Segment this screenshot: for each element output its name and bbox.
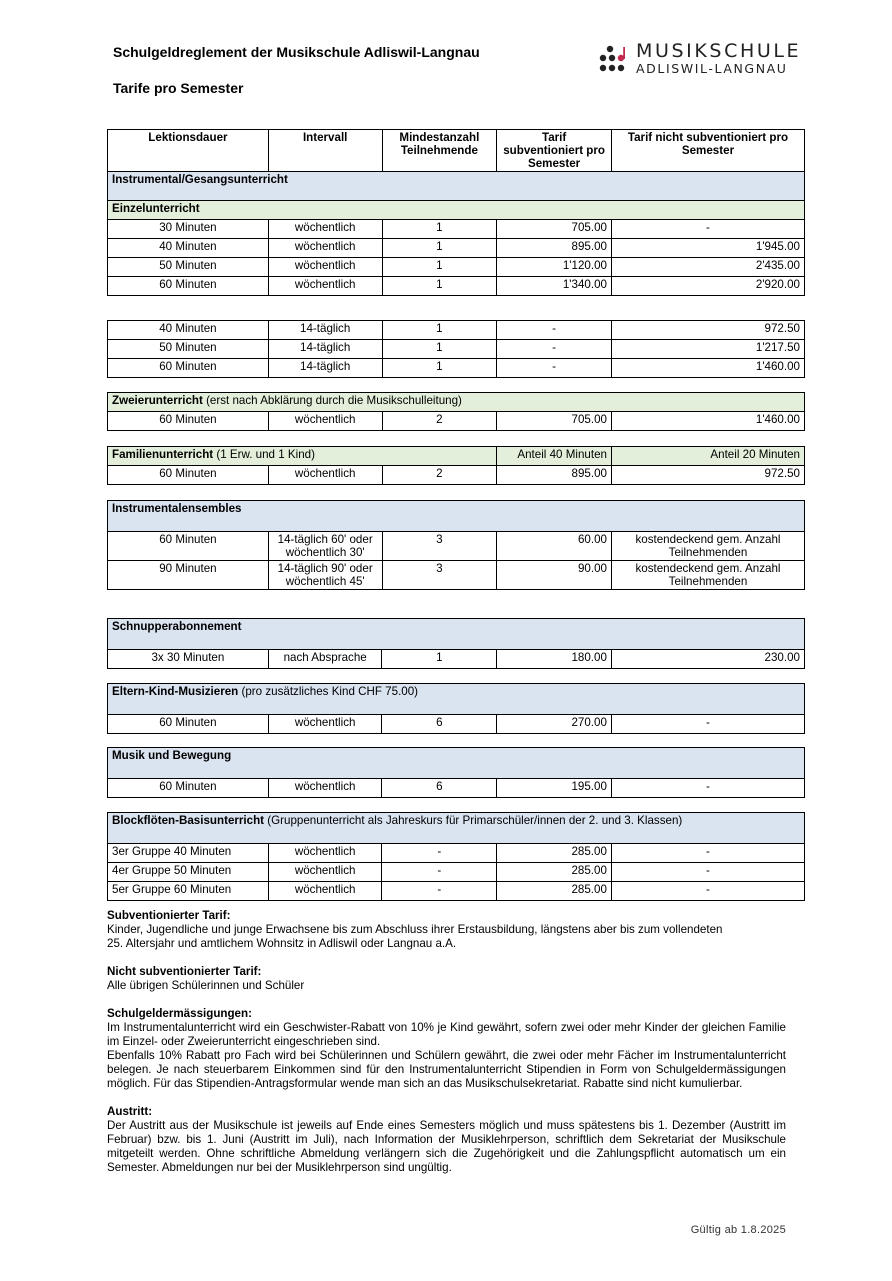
note-text: Der Austritt aus der Musikschule ist jeweils auf Ende eines Semesters möglich und muss spätestens bis 1. Dezember (Austritt im Februar) bzw. bis 1. Juni (Austritt im Juli), nach Information der Musiklehrperson, schriftlich dem Sekretariat der Musikschule mitgeteilt werden. Ohne schriftliche Abmeldung verlängern sich die Zugehörigkeit und die Zahlungspflicht automatisch um ein Semester. Abmeldungen nur bei der Musiklehrperson sind ungültig. (107, 1119, 786, 1174)
section-row (108, 813, 805, 844)
note-text: Ebenfalls 10% Rabatt pro Fach wird bei Schülerinnen und Schülern gewährt, die zwei oder mehr Fächer im Instrumentalunterricht belegen. Je nach steuerbarem Einkommen sind für den Instrumentalunterricht Stipendien in Form von Schulgeldermässigungen möglich. Für das Stipendien-Antragsformular wende man sich an das Musikschulsekretariat. Rabatte sind nicht kumulierbar. (107, 1049, 786, 1090)
tariff-table-schnupper (107, 618, 805, 669)
cell-intervall: 14-täglich 90' oder wöchentlich 45' (268, 561, 382, 590)
cell-sub: 1'120.00 (497, 258, 612, 277)
cell-min: - (382, 882, 497, 901)
cell-nonsub: 1'460.00 (611, 412, 804, 431)
cell-min: 1 (382, 321, 497, 340)
cell-sub: 195.00 (497, 779, 612, 798)
note-nicht-subventioniert (107, 965, 786, 993)
cell-dauer: 90 Minuten (108, 561, 269, 590)
col-header-min: Mindestanzahl Teilnehmende (382, 130, 497, 172)
cell-sub: - (497, 340, 612, 359)
section-note: (Gruppenunterricht als Jahreskurs für Primarschüler/innen der 2. und 3. Klassen) (264, 814, 683, 827)
cell-intervall: wöchentlich (268, 882, 382, 901)
cell-dauer: 3er Gruppe 40 Minuten (108, 844, 269, 863)
section-title: Eltern-Kind-Musizieren (112, 685, 239, 698)
cell-min: 1 (382, 220, 497, 239)
cell-nonsub: - (611, 779, 804, 798)
table-row (108, 650, 805, 669)
cell-intervall: wöchentlich (268, 844, 382, 863)
cell-sub: 705.00 (497, 412, 612, 431)
cell-dauer: 50 Minuten (108, 258, 269, 277)
section-title: Familienunterricht (112, 448, 214, 461)
section-row (108, 501, 805, 532)
cell-nonsub: - (611, 882, 804, 901)
note-text: Im Instrumentalunterricht wird ein Geschwister-Rabatt von 10% je Kind gewährt, sofern zwei oder mehr Kinder der gleichen Familie im Einzel- oder Zweierunterricht eingeschrieben sind. (107, 1021, 786, 1048)
cell-intervall: wöchentlich (268, 779, 382, 798)
cell-dauer: 3x 30 Minuten (108, 650, 269, 669)
table-row (108, 220, 805, 239)
cell-intervall: wöchentlich (268, 277, 382, 296)
share-40-label: Anteil 40 Minuten (497, 447, 612, 466)
table-row (108, 321, 805, 340)
cell-min: 1 (382, 650, 497, 669)
cell-sub: 895.00 (497, 239, 612, 258)
cell-intervall: wöchentlich (268, 239, 382, 258)
cell-intervall: 14-täglich 60' oder wöchentlich 30' (268, 532, 382, 561)
logo-subline: ADLISWIL-LANGNAU (636, 61, 788, 76)
cell-dauer: 40 Minuten (108, 239, 269, 258)
tariff-table-instrumental (107, 129, 805, 296)
cell-dauer: 30 Minuten (108, 220, 269, 239)
cell-min: - (382, 844, 497, 863)
table-row (108, 779, 805, 798)
note-heading: Subventionierter Tarif: (107, 909, 231, 922)
section-title: Musik und Bewegung (108, 748, 805, 779)
cell-nonsub: kostendeckend gem. Anzahl Teilnehmenden (611, 532, 804, 561)
tariff-table-blockfloete (107, 812, 805, 901)
tariff-table-zweier (107, 392, 805, 431)
table-row (108, 258, 805, 277)
cell-nonsub: 1'945.00 (611, 239, 804, 258)
note-heading: Nicht subventionierter Tarif: (107, 965, 262, 978)
note-text: Alle übrigen Schülerinnen und Schüler (107, 979, 305, 992)
cell-dauer: 4er Gruppe 50 Minuten (108, 863, 269, 882)
cell-sub: - (497, 359, 612, 378)
cell-intervall: 14-täglich (268, 359, 382, 378)
section-note: (erst nach Abklärung durch die Musikschulleitung) (202, 394, 462, 407)
tariff-table-bewegung (107, 747, 805, 798)
cell-nonsub: 1'460.00 (611, 359, 804, 378)
cell-sub: 1'340.00 (497, 277, 612, 296)
tariff-table-ensembles (107, 500, 805, 590)
logo (598, 40, 802, 76)
table-row (108, 412, 805, 431)
page-title: Schulgeldreglement der Musikschule Adliswil-Langnau (113, 44, 480, 60)
logo-wordmark: MUSIKSCHULE (636, 40, 802, 62)
cell-sub: 270.00 (497, 715, 612, 734)
section-row (108, 172, 805, 201)
cell-sub: 895.00 (497, 466, 612, 485)
tariff-table-familie (107, 446, 805, 485)
col-header-dauer: Lektionsdauer (108, 130, 269, 172)
cell-sub: 60.00 (497, 532, 612, 561)
subsection-row (108, 201, 805, 220)
cell-sub: 705.00 (497, 220, 612, 239)
cell-dauer: 60 Minuten (108, 466, 269, 485)
section-note: (pro zusätzliches Kind CHF 75.00) (238, 685, 419, 698)
cell-nonsub: 1'217.50 (611, 340, 804, 359)
table-row (108, 863, 805, 882)
section-title: Zweierunterricht (112, 394, 203, 407)
cell-intervall: wöchentlich (268, 715, 382, 734)
cell-dauer: 60 Minuten (108, 359, 269, 378)
cell-nonsub: 230.00 (611, 650, 804, 669)
cell-dauer: 60 Minuten (108, 715, 269, 734)
cell-dauer: 50 Minuten (108, 340, 269, 359)
table-row (108, 561, 805, 590)
cell-dauer: 40 Minuten (108, 321, 269, 340)
cell-nonsub: - (611, 220, 804, 239)
cell-intervall: wöchentlich (268, 220, 382, 239)
cell-intervall: 14-täglich (268, 340, 382, 359)
cell-min: 2 (382, 466, 497, 485)
cell-min: 3 (382, 532, 497, 561)
note-austritt (107, 1105, 786, 1175)
cell-nonsub: - (611, 863, 804, 882)
section-title: Blockflöten-Basisunterricht (112, 814, 265, 827)
note-heading: Austritt: (107, 1105, 153, 1118)
table-row (108, 359, 805, 378)
tariff-table-elternkind (107, 683, 805, 734)
cell-intervall: wöchentlich (268, 412, 382, 431)
section-title: Instrumentalensembles (108, 501, 805, 532)
cell-min: 1 (382, 239, 497, 258)
section-row (108, 619, 805, 650)
section-title: Schnupperabonnement (108, 619, 805, 650)
cell-nonsub: 972.50 (611, 466, 804, 485)
section-row (108, 684, 805, 715)
page-subtitle: Tarife pro Semester (113, 80, 244, 96)
cell-nonsub: 972.50 (611, 321, 804, 340)
table-row (108, 844, 805, 863)
cell-dauer: 60 Minuten (108, 277, 269, 296)
validity-footer: Gültig ab 1.8.2025 (690, 1224, 786, 1236)
cell-nonsub: - (611, 715, 804, 734)
section-title: Instrumental/Gesangsunterricht (108, 172, 805, 201)
col-header-intervall: Intervall (268, 130, 382, 172)
cell-intervall: wöchentlich (268, 466, 382, 485)
note-text: Kinder, Jugendliche und junge Erwachsene bis zum Abschluss ihrer Erstausbildung, längstens aber bis zum vollendeten (107, 923, 723, 936)
table-row (108, 532, 805, 561)
table-row (108, 277, 805, 296)
cell-sub: 285.00 (497, 882, 612, 901)
subsection-title: Einzelunterricht (108, 201, 805, 220)
table-header-row (108, 130, 805, 172)
cell-sub: 180.00 (497, 650, 612, 669)
cell-nonsub: 2'435.00 (611, 258, 804, 277)
cell-min: 2 (382, 412, 497, 431)
cell-intervall: 14-täglich (268, 321, 382, 340)
cell-dauer: 5er Gruppe 60 Minuten (108, 882, 269, 901)
cell-sub: 90.00 (497, 561, 612, 590)
section-row (108, 447, 805, 466)
note-subventioniert (107, 909, 786, 951)
cell-min: 1 (382, 340, 497, 359)
cell-min: 6 (382, 779, 497, 798)
share-20-label: Anteil 20 Minuten (611, 447, 804, 466)
note-text: 25. Altersjahr und amtlichem Wohnsitz in Adliswil oder Langnau a.A. (107, 937, 457, 950)
cell-intervall: wöchentlich (268, 863, 382, 882)
tariff-table-biweekly (107, 320, 805, 378)
cell-sub: 285.00 (497, 844, 612, 863)
table-row (108, 882, 805, 901)
col-header-nonsub: Tarif nicht subventioniert pro Semester (611, 130, 804, 172)
cell-sub: - (497, 321, 612, 340)
table-row (108, 715, 805, 734)
cell-min: 3 (382, 561, 497, 590)
cell-intervall: nach Absprache (268, 650, 382, 669)
section-note: (1 Erw. und 1 Kind) (213, 448, 315, 461)
col-header-sub: Tarif subventioniert pro Semester (497, 130, 612, 172)
cell-min: 1 (382, 359, 497, 378)
section-row (108, 393, 805, 412)
cell-nonsub: 2'920.00 (611, 277, 804, 296)
cell-min: 1 (382, 258, 497, 277)
table-row (108, 239, 805, 258)
cell-dauer: 60 Minuten (108, 412, 269, 431)
cell-dauer: 60 Minuten (108, 779, 269, 798)
table-row (108, 466, 805, 485)
cell-dauer: 60 Minuten (108, 532, 269, 561)
note-ermaessigungen (107, 1007, 786, 1091)
logo-dots-icon (598, 44, 632, 74)
cell-min: - (382, 863, 497, 882)
cell-min: 1 (382, 277, 497, 296)
cell-intervall: wöchentlich (268, 258, 382, 277)
cell-sub: 285.00 (497, 863, 612, 882)
cell-min: 6 (382, 715, 497, 734)
note-heading: Schulgeldermässigungen: (107, 1007, 252, 1020)
cell-nonsub: - (611, 844, 804, 863)
section-row (108, 748, 805, 779)
table-row (108, 340, 805, 359)
cell-nonsub: kostendeckend gem. Anzahl Teilnehmenden (611, 561, 804, 590)
